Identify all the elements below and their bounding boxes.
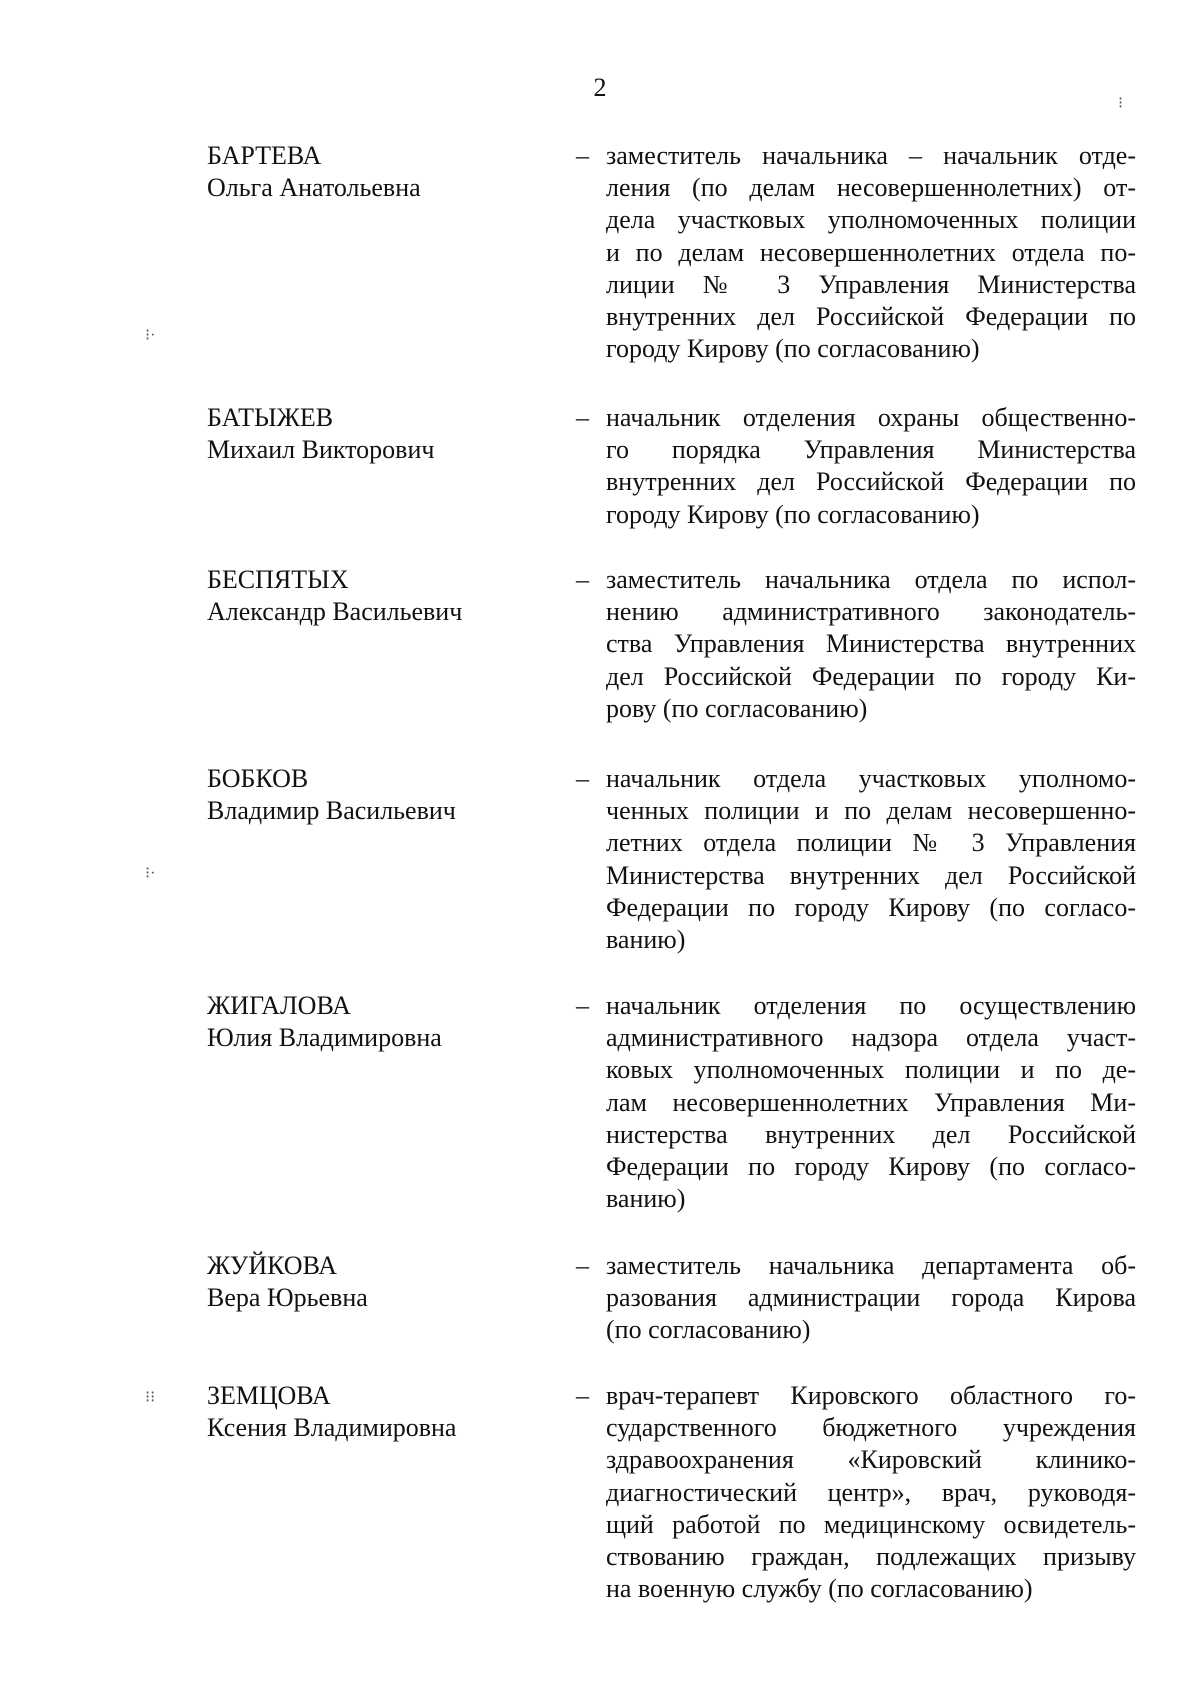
member-name	[207, 763, 537, 827]
position-line: врач-терапевт Кировского областного го-	[606, 1381, 1136, 1410]
position-line: ковых уполномоченных полиции и по де-	[606, 1055, 1136, 1085]
page-number: 2	[593, 73, 607, 102]
member-name	[207, 990, 537, 1054]
position-line: здравоохранения «Кировский клинико-	[606, 1445, 1136, 1475]
dash-separator: –	[576, 991, 589, 1020]
dash-separator: –	[576, 141, 589, 170]
position-line: городу Кирову (по согласованию)	[606, 499, 980, 529]
dash-separator: –	[576, 1381, 589, 1410]
member-surname: ЗЕМЦОВА	[207, 1381, 331, 1410]
member-given-names: Ольга Анатольевна	[207, 173, 421, 203]
position-line: нению административного законодатель-	[606, 597, 1136, 627]
position-line: на военную службу (по согласованию)	[606, 1574, 1033, 1604]
position-line: лиции № 3 Управления Министерства	[606, 269, 1136, 299]
position-line: сударственного бюджетного учреждения	[606, 1413, 1136, 1443]
scan-speck: ⁝	[1118, 95, 1124, 112]
position-line: начальник отделения по осуществлению	[606, 991, 1136, 1020]
member-surname: ЖУЙКОВА	[207, 1251, 338, 1280]
dash-separator: –	[576, 565, 589, 594]
dash-separator: –	[576, 403, 589, 432]
position-line: рову (по согласованию)	[606, 693, 868, 723]
member-position	[606, 1380, 1136, 1605]
member-given-names: Михаил Викторович	[207, 435, 435, 465]
position-line: внутренних дел Российской Федерации по	[606, 467, 1136, 497]
member-name	[207, 402, 537, 466]
position-line: заместитель начальника – начальник отде-	[606, 141, 1136, 170]
member-surname: БЕСПЯТЫХ	[207, 565, 349, 594]
position-line: ствованию граждан, подлежащих призыву	[606, 1542, 1136, 1572]
position-line: (по согласованию)	[606, 1315, 811, 1345]
dash-separator: –	[576, 1251, 589, 1280]
position-line: внутренних дел Российской Федерации по	[606, 302, 1136, 332]
position-line: нистерства внутренних дел Российской	[606, 1119, 1136, 1149]
position-line: летних отдела полиции № 3 Управления	[606, 828, 1136, 858]
member-name	[207, 140, 537, 204]
member-position	[606, 1250, 1136, 1347]
position-line: Федерации по городу Кирову (по согласо-	[606, 1152, 1136, 1182]
member-given-names: Вера Юрьевна	[207, 1283, 368, 1313]
position-line: дел Российской Федерации по городу Ки-	[606, 661, 1136, 691]
member-given-names: Юлия Владимировна	[207, 1023, 442, 1053]
position-line: и по делам несовершеннолетних отдела по-	[606, 237, 1136, 267]
position-line: Федерации по городу Кирову (по согласо-	[606, 892, 1136, 922]
position-line: ления (по делам несовершеннолетних) от-	[606, 173, 1136, 203]
member-position	[606, 990, 1136, 1215]
position-line: начальник отдела участковых уполномо-	[606, 764, 1136, 793]
member-position	[606, 402, 1136, 531]
position-line: ства Управления Министерства внутренних	[606, 629, 1136, 659]
member-surname: БАТЫЖЕВ	[207, 403, 334, 432]
position-line: диагностический центр», врач, руководя-	[606, 1477, 1136, 1507]
member-name	[207, 564, 537, 628]
member-name	[207, 1380, 537, 1444]
scan-speck: ⁝·	[145, 865, 156, 882]
position-line: начальник отделения охраны общественно-	[606, 403, 1136, 432]
position-line: ченных полиции и по делам несовершенно-	[606, 796, 1136, 826]
position-line: Министерства внутренних дел Российской	[606, 860, 1136, 890]
position-line: разования администрации города Кирова	[606, 1283, 1136, 1313]
member-position	[606, 564, 1136, 725]
position-line: заместитель начальника департамента об-	[606, 1251, 1136, 1280]
member-position	[606, 140, 1136, 365]
member-position	[606, 763, 1136, 956]
scan-speck: ⁝·	[145, 327, 156, 344]
position-line: административного надзора отдела участ-	[606, 1023, 1136, 1053]
position-line: ванию)	[606, 1184, 686, 1214]
position-line: ванию)	[606, 925, 686, 955]
member-name	[207, 1250, 537, 1314]
member-given-names: Александр Васильевич	[207, 597, 463, 627]
dash-separator: –	[576, 764, 589, 793]
member-surname: БОБКОВ	[207, 764, 309, 793]
position-line: лам несовершеннолетних Управления Ми-	[606, 1087, 1136, 1117]
member-given-names: Владимир Васильевич	[207, 796, 456, 826]
scan-speck: ⁝⁝	[145, 1389, 156, 1406]
position-line: щий работой по медицинскому освидетель-	[606, 1509, 1136, 1539]
position-line: заместитель начальника отдела по испол-	[606, 565, 1136, 594]
position-line: дела участковых уполномоченных полиции	[606, 205, 1136, 235]
member-given-names: Ксения Владимировна	[207, 1413, 457, 1443]
member-surname: ЖИГАЛОВА	[207, 991, 351, 1020]
member-surname: БАРТЕВА	[207, 141, 322, 170]
position-line: городу Кирову (по согласованию)	[606, 334, 980, 364]
position-line: го порядка Управления Министерства	[606, 435, 1136, 465]
